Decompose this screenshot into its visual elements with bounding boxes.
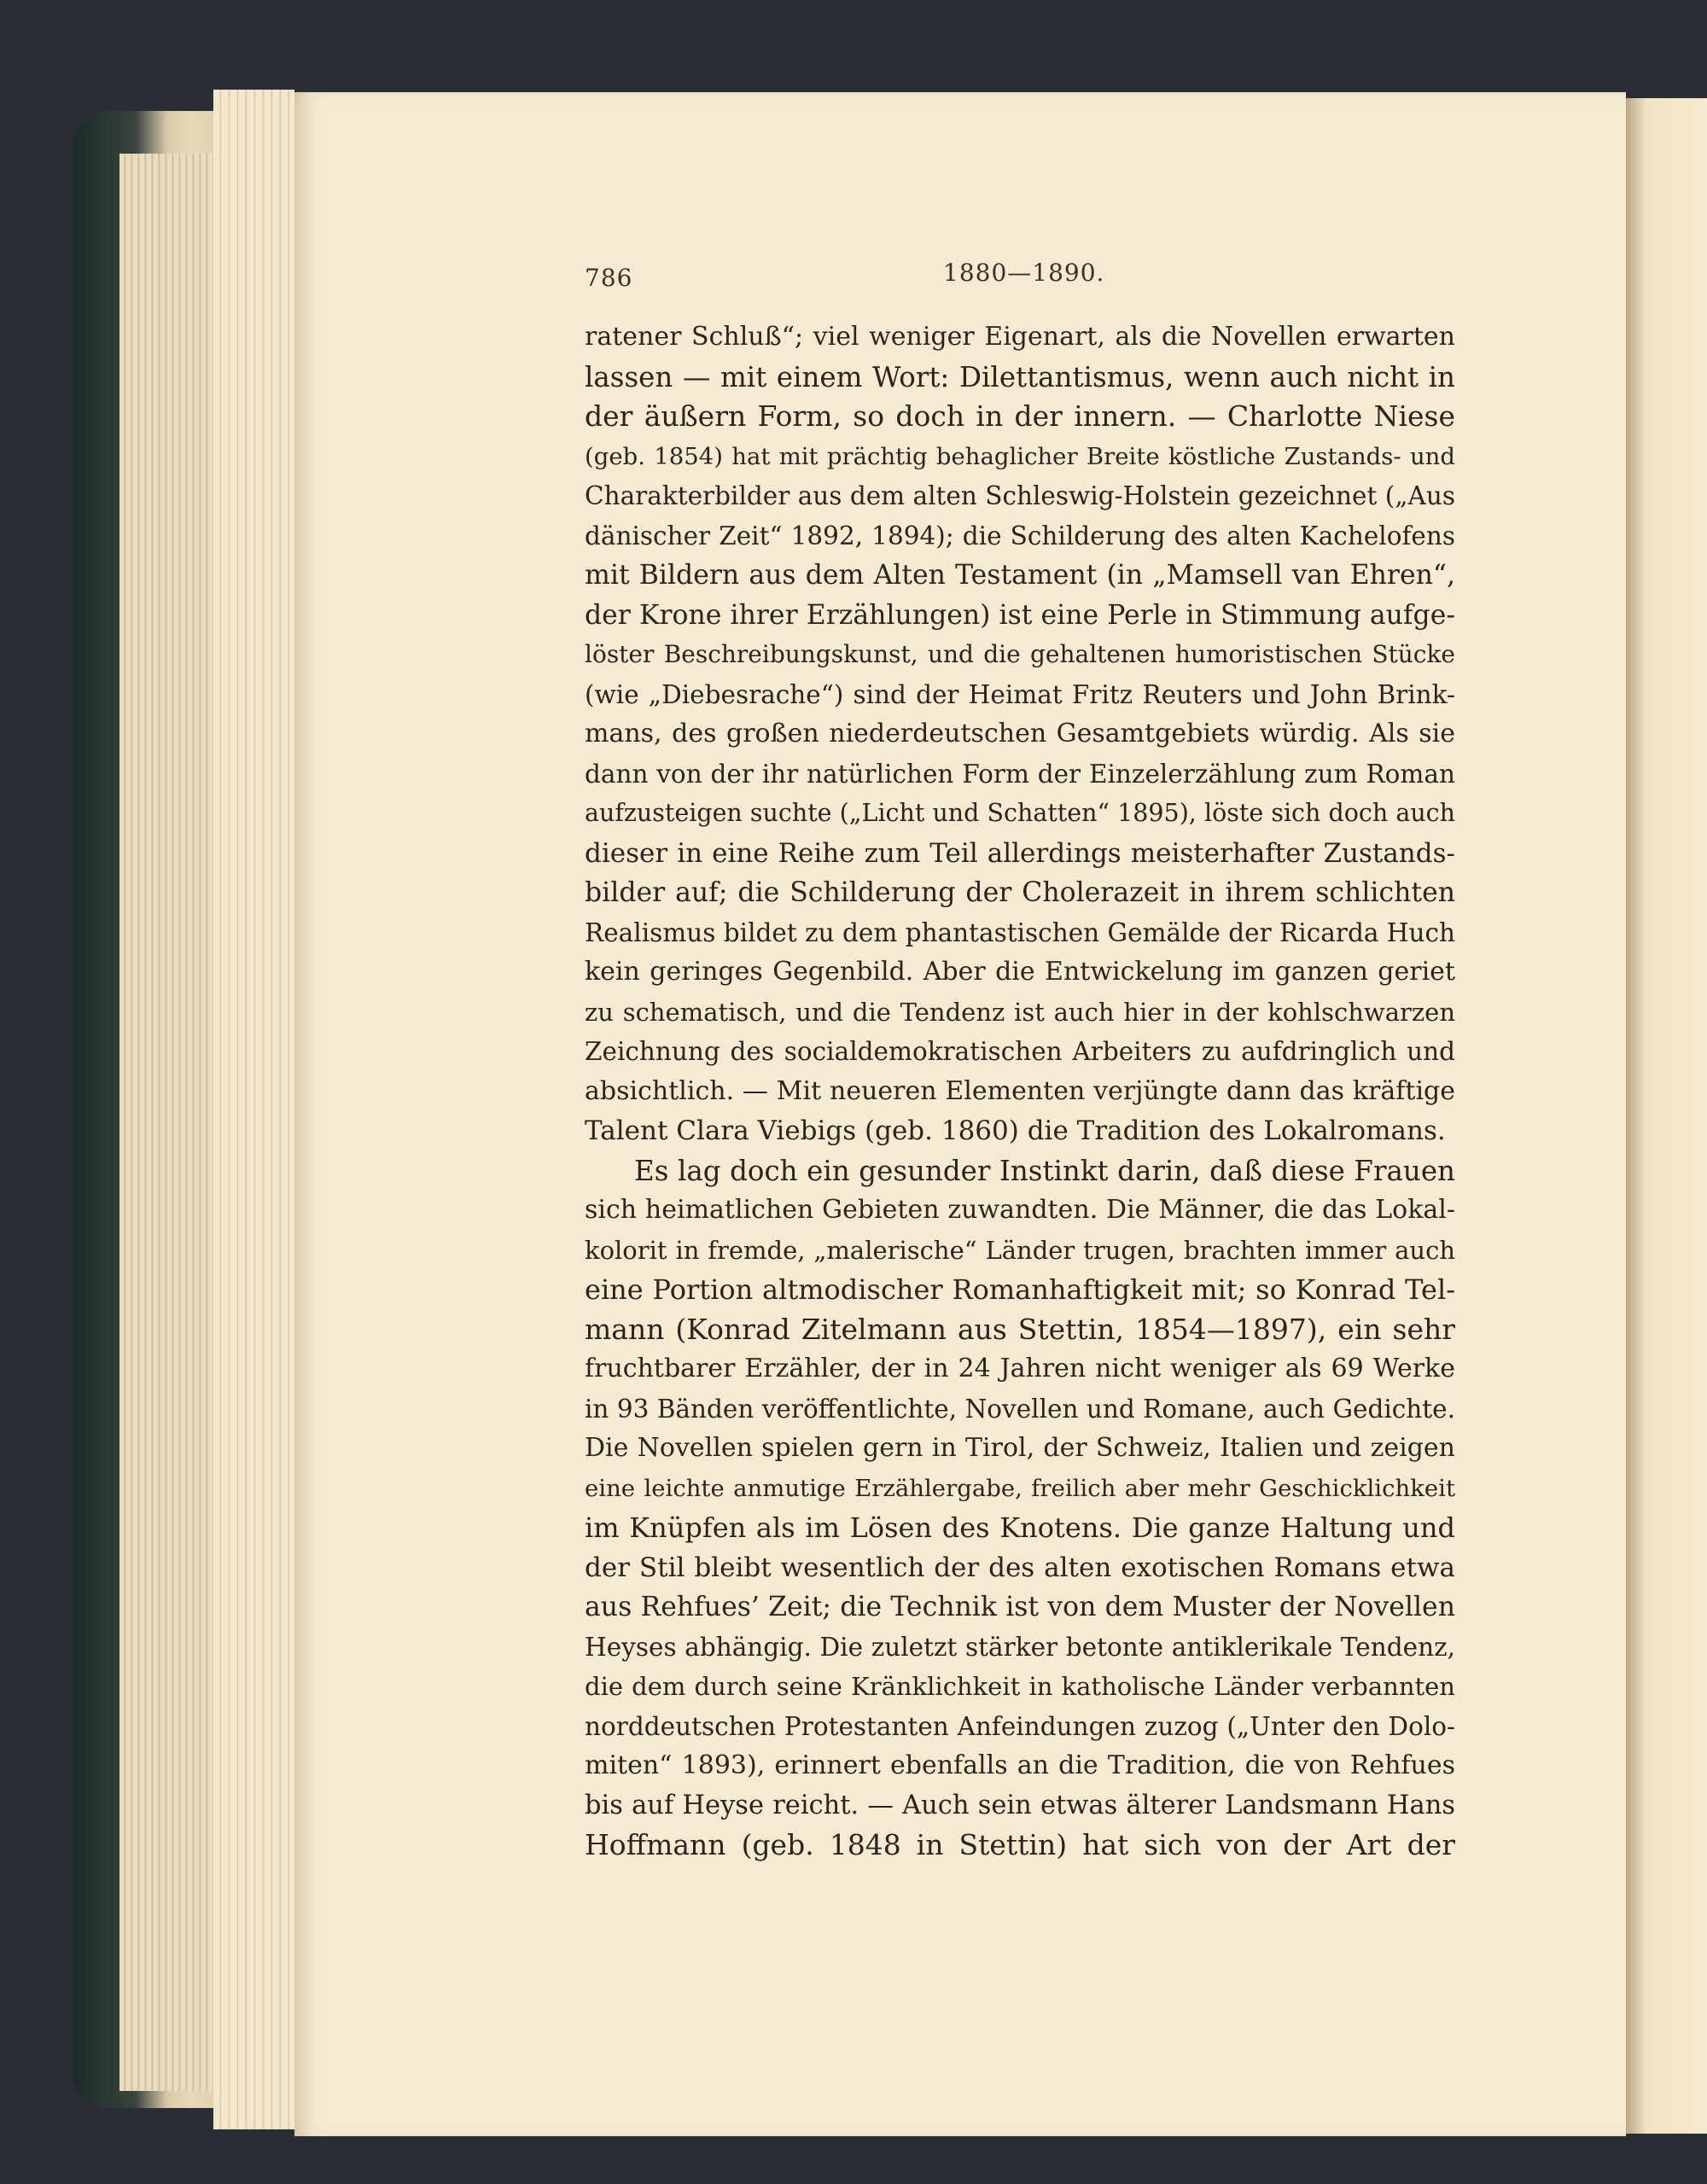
running-head: [585, 259, 1455, 301]
text-line: im Knüpfen als im Lösen des Knotens. Die ganze Haltung und: [585, 1511, 1455, 1544]
page-stack: [213, 90, 294, 2129]
text-line: Charakterbilder aus dem alten Schleswig-Holstein gezeichnet („Aus: [585, 481, 1455, 510]
text-line: absichtlich. — Mit neueren Elementen verjüngte dann das kräftige: [585, 1075, 1455, 1106]
text-line: zu schematisch, und die Tendenz ist auch hier in der kohlschwarzen: [585, 997, 1455, 1027]
text-line: mann (Konrad Zitelmann aus Stettin, 1854—1897), ein sehr: [585, 1312, 1455, 1346]
body-text: [585, 317, 1455, 1866]
text-line: kolorit in fremde, „malerische“ Länder trugen, brachten immer auch: [585, 1235, 1455, 1265]
text-line: Realismus bildet zu dem phantastischen Gemälde der Ricarda Huch: [585, 917, 1455, 947]
header-title: 1880—1890.: [943, 259, 1105, 287]
text-line: eine Portion altmodischer Romanhaftigkeit mit; so Konrad Tel-: [585, 1273, 1455, 1306]
text-line-paragraph-start: Es lag doch ein gesunder Instinkt darin, daß diese Frauen: [634, 1154, 1455, 1187]
text-line: der äußern Form, so doch in der innern. — Charlotte Niese: [585, 399, 1455, 433]
text-line: Zeichnung des socialdemokratischen Arbeiters zu aufdringlich und: [585, 1037, 1455, 1066]
text-line: der Krone ihrer Erzählungen) ist eine Perle in Stimmung aufge-: [585, 599, 1455, 631]
text-line: sich heimatlichen Gebieten zuwandten. Die Männer, die das Lokal-: [585, 1195, 1455, 1225]
text-line: ratener Schluß“; viel weniger Eigenart, als die Novellen erwarten: [585, 322, 1455, 352]
text-line: aus Rehfues’ Zeit; die Technik ist von dem Muster der Novellen: [585, 1592, 1455, 1622]
text-line: (geb. 1854) hat mit prächtig behaglicher Breite köstliche Zustands- und: [585, 442, 1455, 470]
text-line: löster Beschreibungskunst, und die gehaltenen humoristischen Stücke: [585, 640, 1455, 668]
facing-page-edge: [1626, 98, 1707, 2134]
text-line: dänischer Zeit“ 1892, 1894); die Schilderung des alten Kachelofens: [585, 521, 1455, 550]
text-line: norddeutschen Protestanten Anfeindungen zuzog („Unter den Dolo-: [585, 1711, 1455, 1741]
text-line: bis auf Heyse reicht. — Auch sein etwas älterer Landsmann Hans: [585, 1790, 1455, 1820]
text-line: dann von der ihr natürlichen Form der Einzelerzählung zum Roman: [585, 759, 1455, 789]
page-number: 786: [585, 264, 633, 292]
text-line: eine leichte anmutige Erzählergabe, freilich aber mehr Geschicklichkeit: [585, 1474, 1455, 1502]
text-line: Talent Clara Viebigs (geb. 1860) die Tradition des Lokalromans.: [585, 1115, 1446, 1146]
text-line: der Stil bleibt wesentlich der des alten exotischen Romans etwa: [585, 1552, 1455, 1583]
text-line: fruchtbarer Erzähler, der in 24 Jahren nicht weniger als 69 Werke: [585, 1354, 1455, 1383]
text-line: in 93 Bänden veröffentlichte, Novellen und Romane, auch Gedichte.: [585, 1394, 1455, 1424]
text-line: (wie „Diebesrache“) sind der Heimat Fritz Reuters und John Brink-: [585, 679, 1455, 709]
text-line: Heyses abhängig. Die zuletzt stärker betonte antiklerikale Tendenz,: [585, 1632, 1455, 1662]
text-line: mans, des großen niederdeutschen Gesamtgebiets würdig. Als sie: [585, 719, 1455, 748]
text-line: Die Novellen spielen gern in Tirol, der Schweiz, Italien und zeigen: [585, 1433, 1455, 1463]
text-line: bilder auf; die Schilderung der Cholerazeit in ihrem schlichten: [585, 877, 1455, 908]
text-line: lassen — mit einem Wort: Dilettantismus, wenn auch nicht in: [585, 360, 1455, 393]
text-line: Hoffmann (geb. 1848 in Stettin) hat sich von der Art der: [585, 1828, 1455, 1861]
text-line: aufzusteigen suchte („Licht und Schatten“ 1895), löste sich doch auch: [585, 799, 1455, 827]
text-line: miten“ 1893), erinnert ebenfalls an die Tradition, die von Rehfues: [585, 1750, 1455, 1780]
text-line: die dem durch seine Kränklichkeit in katholische Länder verbannten: [585, 1672, 1455, 1701]
text-line: mit Bildern aus dem Alten Testament (in „Mamsell van Ehren“,: [585, 560, 1455, 591]
text-line: dieser in eine Reihe zum Teil allerdings meisterhafter Zustands-: [585, 837, 1455, 869]
text-line: kein geringes Gegenbild. Aber die Entwickelung im ganzen geriet: [585, 957, 1455, 987]
